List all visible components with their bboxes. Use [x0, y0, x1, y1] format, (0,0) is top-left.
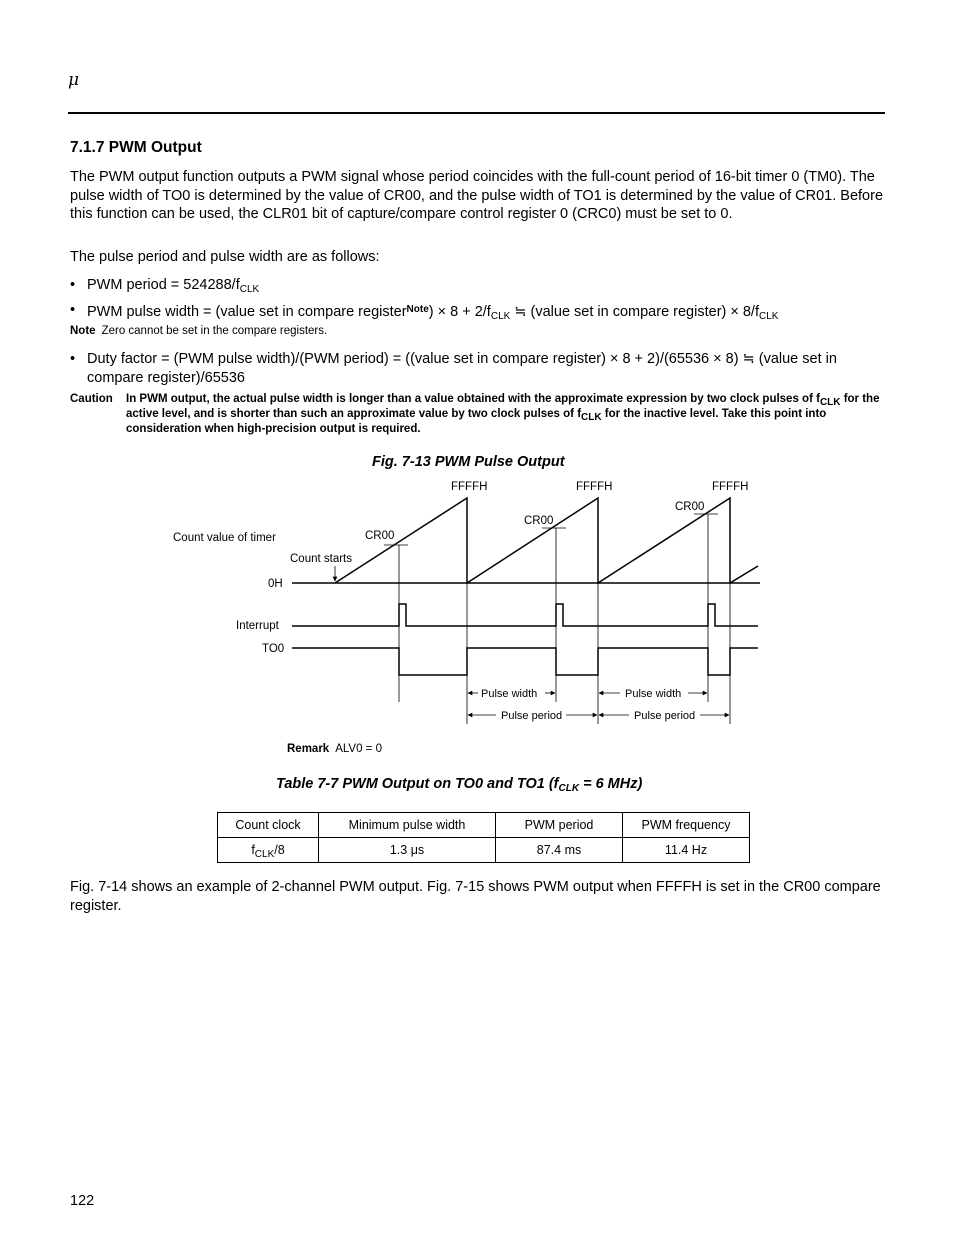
- intro-paragraph: The PWM output function outputs a PWM signal whose period coincides with the full-count period of 16-bit timer 0 (TM0). The pulse width of TO0 is determined by the value of CR00, and the pulse width of TO1 is determined by the value of CR01. Before this function can be used, the CLR01 bit of capture/compare control register 0 (CRC0) must be set to 0.: [70, 169, 884, 222]
- table-header-cell: PWM period: [496, 813, 623, 838]
- table-cell-period: 87.4 ms: [496, 838, 623, 863]
- remark-label: Remark: [287, 743, 330, 755]
- table-row: [218, 838, 750, 863]
- caution-part2: for the active level, and is shorter than such an approximate value by two clock pulses of f: [126, 393, 880, 420]
- cr00-label: CR00: [365, 530, 395, 542]
- clock-suffix: /8: [274, 843, 285, 857]
- pwm-table: [217, 812, 750, 863]
- closing-paragraph: Fig. 7-14 shows an example of 2-channel PWM output. Fig. 7-15 shows PWM output when FFFFH is set in the CR00 compare register.: [70, 879, 881, 914]
- clock-sub: CLK: [254, 849, 275, 860]
- ffffh-label: FFFFH: [712, 481, 749, 493]
- note-label: Note: [70, 325, 96, 337]
- cr00-label: CR00: [524, 515, 554, 527]
- table-cell-clock: [218, 838, 319, 863]
- interrupt-label: Interrupt: [236, 620, 279, 632]
- pulse-width-label: Pulse width: [625, 688, 682, 700]
- pulse-width-label: Pulse width: [481, 688, 538, 700]
- to0-label: TO0: [262, 643, 285, 655]
- clock-f: f: [251, 843, 255, 857]
- pwm-width-text3: ≒ (value set in compare register) × 8/f: [510, 304, 759, 320]
- pulse-period-label: Pulse period: [501, 710, 563, 722]
- table-cell-frequency: 11.4 Hz: [623, 838, 750, 863]
- caution-part1: In PWM output, the actual pulse width is longer than a value obtained with the approximate expression by two clock pulses of f: [126, 393, 820, 405]
- count-value-label: Count value of timer: [173, 532, 276, 544]
- remark-text: ALV0 = 0: [335, 743, 382, 755]
- table-caption-prefix: Table 7-7 PWM Output on TO0 and TO1 (f: [276, 776, 559, 792]
- caution-label: Caution: [70, 393, 113, 405]
- to0-signal: [292, 648, 758, 675]
- pwm-period-sub: CLK: [239, 284, 260, 295]
- table-caption: [276, 776, 642, 792]
- page-number: 122: [70, 1193, 95, 1209]
- caution-sub2: CLK: [581, 411, 602, 423]
- ffffh-label: FFFFH: [576, 481, 613, 493]
- pwm-width-text1: PWM pulse width = (value set in compare register: [87, 304, 407, 320]
- pulse-period-label: Pulse period: [634, 710, 696, 722]
- note-text: Zero cannot be set in the compare registers.: [101, 325, 328, 337]
- cr00-label: CR00: [675, 501, 705, 513]
- count-starts-label: Count starts: [290, 553, 352, 565]
- lead-paragraph: The pulse period and pulse width are as follows:: [70, 249, 380, 265]
- table-header-cell: Count clock: [218, 813, 319, 838]
- figure-caption: Fig. 7-13 PWM Pulse Output: [372, 454, 565, 470]
- pwm-width-text2: ) × 8 + 2/f: [428, 304, 491, 320]
- bullet-dot: •: [70, 302, 76, 318]
- table-header-row: [218, 813, 750, 838]
- pwm-width-sub1: CLK: [490, 311, 511, 322]
- header-symbol: μ: [68, 70, 80, 90]
- interrupt-signal: [292, 604, 758, 626]
- bullet-dot: •: [70, 351, 76, 367]
- table-header-cell: Minimum pulse width: [319, 813, 496, 838]
- ffffh-label: FFFFH: [451, 481, 488, 493]
- caution-part3: for the inactive level. Take this point into consideration when high-precision output is required.: [126, 407, 827, 435]
- pwm-period-text: PWM period = 524288/f: [87, 277, 240, 293]
- caution-sub1: CLK: [819, 397, 841, 408]
- duty-factor-text: Duty factor = (PWM pulse width)/(PWM period) = ((value set in compare register) × 8 + 2)/(65536 × 8) ≒ (value set in compare register)/65536: [87, 351, 837, 386]
- section-title: 7.1.7 PWM Output: [70, 139, 202, 156]
- zero-label: 0H: [268, 578, 283, 590]
- table-caption-sub: CLK: [558, 783, 580, 794]
- remark: [287, 743, 382, 755]
- table-header-cell: PWM frequency: [623, 813, 750, 838]
- table-caption-suffix: = 6 MHz): [579, 776, 643, 792]
- bullet-dot: •: [70, 277, 76, 293]
- note-mark: Note: [406, 304, 429, 315]
- pwm-width-sub2: CLK: [759, 311, 779, 322]
- table-cell-min-width: 1.3 μs: [319, 838, 496, 863]
